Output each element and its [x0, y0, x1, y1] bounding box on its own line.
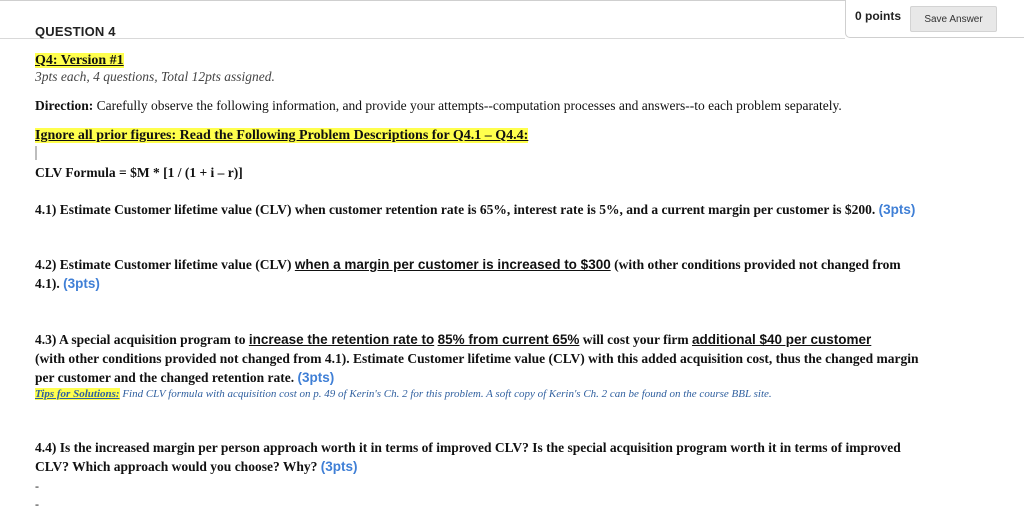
question-4-2-line2-text: 4.1). — [35, 276, 60, 291]
question-4-2-line2 — [35, 276, 100, 292]
question-4-2 — [35, 257, 901, 273]
question-4-3-line2: (with other conditions provided not changed from 4.1). Estimate Customer lifetime value (CLV) with this added acquisition cost, thus the changed margin — [35, 351, 919, 366]
text-cursor-bar — [35, 146, 37, 160]
question-4-2-emphasis: when a margin per customer is increased to $300 — [294, 257, 611, 272]
question-4-3-points: (3pts) — [297, 370, 335, 385]
direction-paragraph — [35, 98, 842, 114]
question-4-4: 4.4) Is the increased margin per person approach worth it in terms of improved CLV? Is the special acquisition program worth it in terms of improved — [35, 440, 901, 455]
question-4-4-line2 — [35, 459, 357, 475]
ignore-instruction — [35, 128, 528, 144]
version-label — [35, 53, 124, 69]
question-4-4-points: (3pts) — [320, 459, 358, 474]
ignore-instruction-text: Ignore all prior figures: Read the Following Problem Descriptions for Q4.1 – Q4.4: — [35, 128, 529, 143]
header-divider — [0, 38, 845, 39]
solution-tips-label: Tips for Solutions: — [35, 388, 120, 400]
question-4-3-line3-text: per customer and the changed retention rate. — [35, 370, 295, 385]
points-info: 3pts each, 4 questions, Total 12pts assigned. — [35, 69, 275, 84]
question-4-3-emphasis-1: increase the retention rate to — [248, 332, 435, 347]
clv-formula: CLV Formula = $M * [1 / (1 + i – r)] — [35, 165, 243, 180]
points-label: 0 points — [855, 9, 902, 23]
version-label-text: Q4: Version #1 — [35, 53, 124, 68]
question-4-3-emphasis-3: additional $40 per customer — [692, 332, 872, 347]
question-4-2-points: (3pts) — [63, 276, 100, 291]
answer-line-2[interactable]: - — [35, 497, 39, 511]
question-4-3-prefix: 4.3) A special acquisition program to — [35, 332, 249, 347]
question-4-1 — [35, 202, 915, 218]
question-4-3-mid: will cost your firm — [579, 332, 692, 347]
answer-line-1[interactable]: - — [35, 479, 39, 493]
question-4-3-emphasis-2: 85% from current 65% — [437, 332, 580, 347]
question-4-2-prefix: 4.2) Estimate Customer lifetime value (CLV) — [35, 257, 295, 272]
direction-label: Direction: — [35, 98, 94, 113]
solution-tips-text: Find CLV formula with acquisition cost on p. 49 of Kerin's Ch. 2 for this problem. A soft copy of Kerin's Ch. 2 can be found on the course BBL site. — [119, 388, 772, 400]
direction-text: Carefully observe the following information, and provide your attempts--computation processes and answers--to each problem separately. — [93, 98, 842, 113]
save-answer-button[interactable]: Save Answer — [910, 6, 997, 32]
question-4-3-line3 — [35, 370, 334, 386]
solution-tips — [35, 388, 772, 400]
question-title: QUESTION 4 — [35, 24, 116, 39]
question-4-1-points: (3pts) — [878, 202, 916, 217]
question-4-2-suffix: (with other conditions provided not changed from — [610, 257, 901, 272]
question-4-4-line2-text: CLV? Which approach would you choose? Why? — [35, 459, 318, 474]
question-4-3 — [35, 332, 871, 348]
question-4-1-text: 4.1) Estimate Customer lifetime value (CLV) when customer retention rate is 65%, interest rate is 5%, and a current margin per customer is $200. — [35, 202, 876, 217]
